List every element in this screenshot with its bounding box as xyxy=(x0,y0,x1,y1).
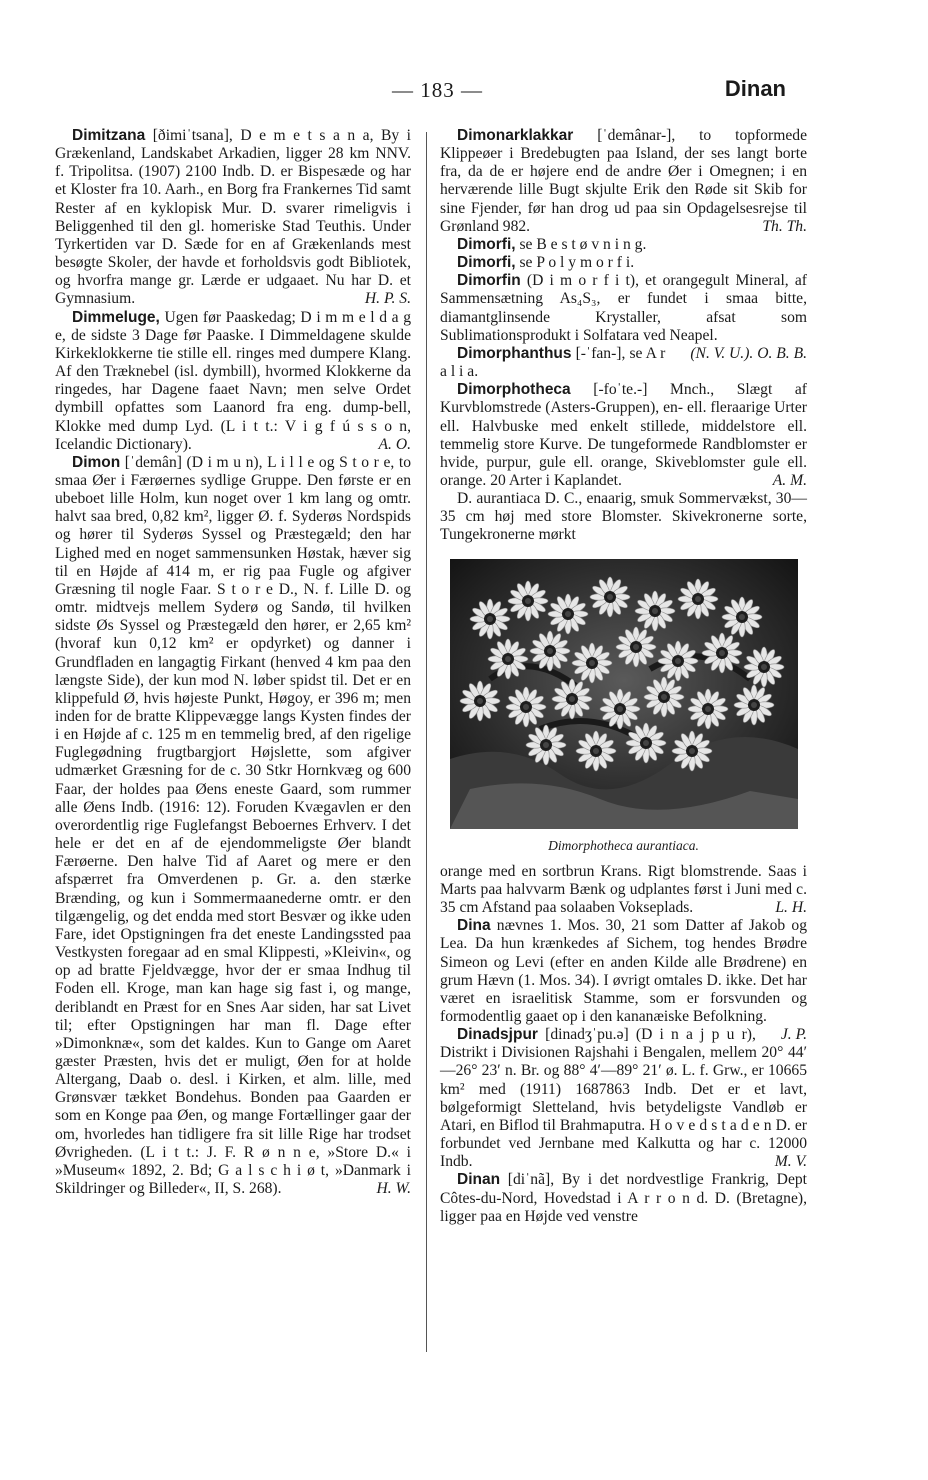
author-initials: M. V. xyxy=(774,1153,807,1171)
entry-text: [dinadʒˈpu.ə] (D i n a j p u r), Distrikt i Divisionen Rajshahi i Bengalen, mellem 20° 44′—26° 23′ n. Br. og 88° 4′—89° 21′ ø. L. f. Grw., er 10665 km² med (1911) 1687863 Indb. Det er et lavt, bølgeformigt Sletteland, hvis betydeligste Vandløb er Atari, en Biflod til Brahmaputra. H o v e d s t a d e n D. er forbundet ved Jernbane med Kalkutta og har c. 12000 Indb. xyxy=(440,1026,807,1171)
figure-caption: Dimorphotheca aurantiaca. xyxy=(548,837,699,853)
column-divider xyxy=(426,132,427,1352)
author-initials: L. H. xyxy=(775,899,807,917)
entry-d-aurantiaca xyxy=(440,490,807,544)
entry-text: nævnes 1. Mos. 30, 21 som Datter af Jakob og Lea. Da hun krænkedes af Sichem, tog hendes Brødre Simeon og Levi (efter en anden Kilde alle Brødrene) en grum Hævn (1. Mos. 34). I øvrigt omtales D. ikke. Det har været en israelitisk Stamme, som er forsvunden og formodentlig gaaet op i den kananæiske Befolkning. xyxy=(440,917,807,1025)
headword: Dimmeluge, xyxy=(72,308,160,326)
author-initials: H. P. S. xyxy=(364,290,411,308)
author-initials: Th. Th. xyxy=(762,217,807,235)
entry-dimon xyxy=(55,454,411,1198)
running-head: Dinan xyxy=(724,76,786,101)
entry-text: [-foˈte.-] Mnch., Slægt af Kurvblomstrede (Asters-Gruppen), en- ell. fleraarige Urter ell. Halvbuske med enkelt stillede, middelstore ell. temmelig store Kurve. De tungeformede Randblomster er hvide, purpur, gule ell. orange, Skiveblomster gule ell. orange. 20 Arter i Kaplandet. xyxy=(440,381,807,489)
entry-dimorphotheca xyxy=(440,381,807,490)
headword: Dimorfi, xyxy=(457,254,516,272)
entry-dimorfi-1 xyxy=(440,236,807,254)
page-number: — 183 — xyxy=(392,78,483,102)
page-header xyxy=(0,74,928,108)
author-initials: A. O. xyxy=(378,435,411,453)
entry-dimitzana xyxy=(55,127,411,309)
author-initials: J. P. xyxy=(780,1026,807,1044)
entry-text: se B e s t ø v n i n g. xyxy=(515,235,647,253)
entry-text: Ugen før Paaskedag; D i m m e l d a g e, de sidste 3 Dage før Paaske. I Dimmeldagene skulde Kirkeklokkerne tie stille ell. ringes med dumpere Klang. Af den Træknebel (isl. dymbill), hvormed Klokkerne da ringedes, har Dagene faaet Navn; men selve Ordet dymbill opfattes som Laanord fra eng. dump-bell, Klokke med dump Lyd. (L i t t.: V i g f ú s s o n, Icelandic Dictionary). xyxy=(55,308,411,453)
entry-dimorfi-2 xyxy=(440,254,807,272)
headword: Dimorphanthus xyxy=(457,344,572,362)
headword: Dimorfi, xyxy=(457,235,516,253)
entry-d-aurantiaca-cont xyxy=(440,863,807,917)
headword: Dimorfin xyxy=(457,272,521,290)
entry-text: [ˈdemânar-], to topformede Klippeøer i Bredebugten paa Island, der ses langt borte fra, da de er højere end de andre Øer i Omegnen; i en herværende lille Bugt skjulte Erik den Røde sit Skib for sine Fjender, før han drog ud paa sin Opdagelsesrejse til Grønland 982. xyxy=(440,127,807,235)
author-initials: H. W. xyxy=(376,1180,411,1198)
entry-dinan xyxy=(440,1171,807,1225)
headword: Dimonarklakkar xyxy=(457,127,574,144)
entry-dinadsjpur xyxy=(440,1026,807,1171)
headword: Dinadsjpur xyxy=(457,1026,538,1044)
entry-dimonarklakkar xyxy=(440,127,807,236)
headword: Dimon xyxy=(72,453,121,471)
entry-text: [-ˈfan-], se A r a l i a. xyxy=(440,344,666,381)
entry-text: D. aurantiaca D. C., enaarig, smuk Sommervækst, 30—35 cm høj med store Blomster. Skivekronerne sorte, Tungekronerne mørkt xyxy=(440,490,807,544)
entry-text: (D i m o r f i t), et orangegult Mineral, af Sammensætning As₄S₃, er fundet i smaa bitte, diamantglinsende Krystaller, afsat som Sublimationsprodukt i Solfatara ved Neapel. xyxy=(440,272,807,344)
author-initials: A. M. xyxy=(772,471,807,489)
entry-text: orange med en sortbrun Krans. Rigt blomstrende. Saas i Marts paa halvvarm Bænk og udplantes først i Juni med c. 35 cm Afstand paa solaaben Vokseplads. xyxy=(440,862,807,917)
headword: Dina xyxy=(457,917,491,935)
headword: Dimorphotheca xyxy=(457,381,571,399)
entry-text: [diˈnã], By i det nordvestlige Frankrig, Dept Côtes-du-Nord, Hovedstad i A r r o n d. D. (Bretagne), ligger paa en Højde ved venstre xyxy=(440,1171,807,1225)
figure xyxy=(440,559,807,855)
left-column xyxy=(55,127,411,1198)
entry-text: se P o l y m o r f i. xyxy=(515,254,635,272)
right-column xyxy=(440,127,807,1226)
headword: Dinan xyxy=(457,1171,501,1189)
entry-text: [ðimiˈtsana], D e m e t s a n a, By i Grækenland, Landskabet Arkadien, ligger 28 km NNV. f. Tripolitsa. (1907) 2100 Indb. D. er Bispesæde og har et Kloster fra 10. Aarh., en Borg fra Frankernes Tid samt Rester af en kyklopisk Mur. D. svarer rimeligvis i Beliggenhed til den gl. homeriske Stad Teuthis. Under Tyrkertiden var D. Sæde for en af Grækenlands mest besøgte Skoler, der havde et forholdsvis godt Bibliotek, og hvorfra mange gr. Lærde er udgaaet. Nu har D. et Gymnasium. xyxy=(55,127,411,308)
entry-text: [ˈdemân] (D i m u n), L i l l e og S t o r e, to smaa Øer i Færøernes sydlige Gruppe. Den første er en ubeboet lille Holm, kun noget over 1 km lang og omtr. halvt saa bred, 0,82 km², ligger Ø. f. Syderøs Nordspids og hører til Syderøs Syssel og Præstegæld; den har Lighed med en noget sammensunken Høstak, hæver sig til en Højde af 414 m, er rig paa Fugle og afgiver Græsning til nogle Faar. S t o r e D., N. f. Lille D. og omtr. midtvejs mellem Syderø og Sandø, til hvilken sidste Øs Syssel og Præstegæld den hører, er 2,65 km² (hvoraf kun 0,12 km² er opdyrket) og danner i Grundfladen en langagtig Firkant (henved 4 km paa den længste Side), der kun mod N. løber spidst til. Det er en klippefuld Ø, hvis højeste Punkt, Høgoy, er 396 m; men inden for de bratte Klippevægge langs Kysten findes der i en Højde af c. 125 m en temmelig bred, af den rigelige Fuglegødning frugtbargjort Højslette, som afgiver udmærket Græsning for de c. 30 Stkr Hornkvæg og 600 Faar, der holdes paa Øens eneste Gaard, som rummer alle Øens Indb. (1916: 12). Foruden Kvægavlen er den overordentlig rige Fuglefangst Beboernes Erhverv. I det hele er det en af de ejendommeligste Øer blandt Færøerne. Den halve Tid af Aaret og mere er den afspærret fra Omverdenen p. Gr. a. den stærke Brænding, og kun i Sommermaanederne omtr. er den tilgængelig, og det endda med stort Besvær og ikke uden Fare, idet Opstigningen fra det eneste Landingssted paa Vestkysten foregaar ad en smal Klippesti, »Kleivin«, og op ad bratte Fjeldvægge, hvor der er smaa Indhug til Foden ell. Kroge, man kan hage sig fast i, og mange, deriblandt en Præst for en Snes Aar siden, har sat Livet til; efter Opstigningen har man fl. Dage efter »Dimonknæ«, som det kaldes. Kun to Gange om Aaret gæster Præsten, hvis det er muligt, Øen for at holde Altergang, Daab o. desl. i Kirken, et alm. lille, med Grønsvær tækket Bondehus. Bonden paa Gaarden er som en Konge paa Øen, og mange Fortællinger gaar der om, hvorledes han tidligere fra sit lille Rige har trodset Øvrigheden. (L i t t.: J. F. R ø n n e, »Store D.« i »Museum« 1892, 2. Bd; G a l s c h i ø t, »Danmark i Skildringer og Billeder«, II, S. 268). xyxy=(55,453,411,1198)
author-initials: (N. V. U.). O. B. B. xyxy=(690,344,807,362)
headword: Dimitzana xyxy=(72,127,146,144)
entry-dimmeluge xyxy=(55,309,411,454)
flower-photo xyxy=(450,559,798,829)
